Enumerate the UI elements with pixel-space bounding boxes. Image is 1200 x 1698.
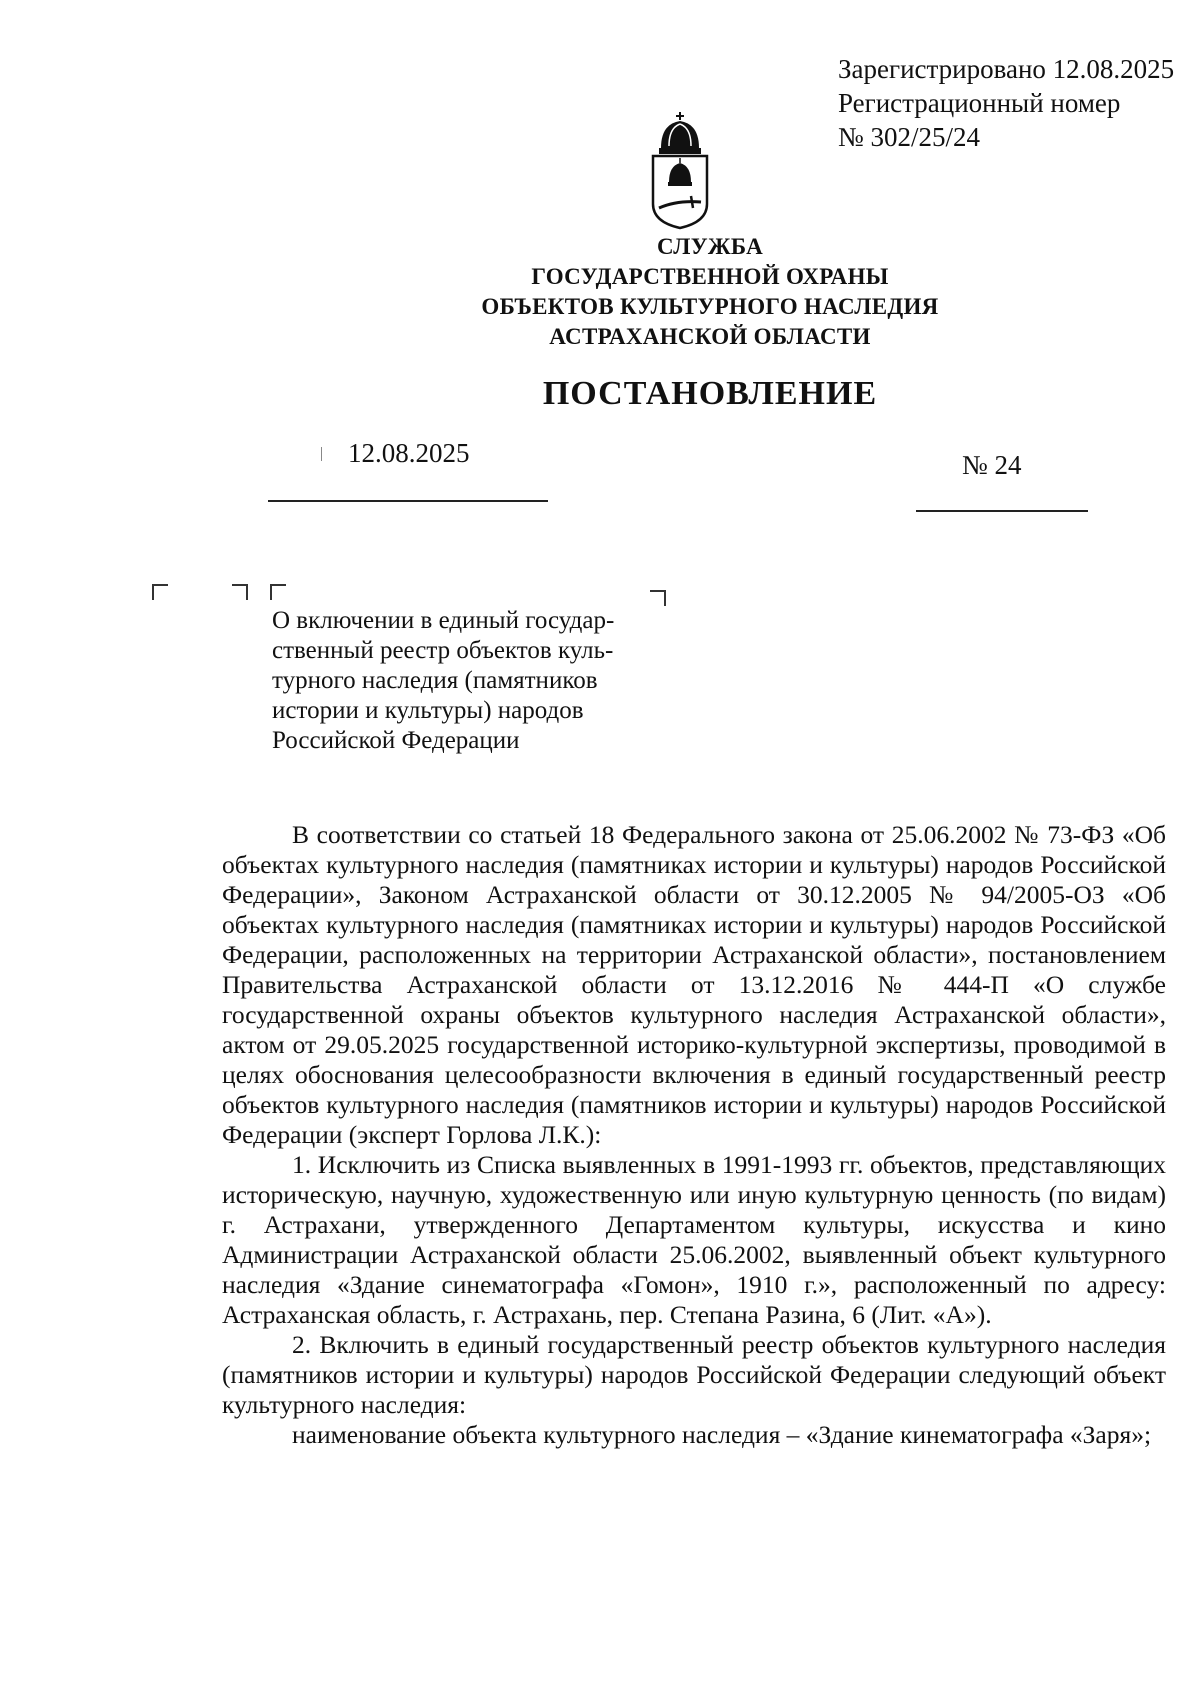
corner-mark <box>270 584 286 600</box>
document-number: № 24 <box>962 450 1022 480</box>
number-underline <box>916 510 1088 512</box>
registration-number: № 302/25/24 <box>838 122 981 152</box>
document-type: ПОСТАНОВЛЕНИЕ <box>542 375 878 412</box>
document-body <box>222 820 1166 1450</box>
document-subject <box>272 606 614 756</box>
organization-line: СЛУЖБА <box>656 234 764 259</box>
organization-line: ГОСУДАРСТВЕННОЙ ОХРАНЫ <box>531 264 889 289</box>
registration-stamp <box>838 52 1174 154</box>
subject-line: турного наследия (памятников <box>272 667 598 694</box>
scan-mark <box>321 447 322 461</box>
organization-line: ОБЪЕКТОВ КУЛЬТУРНОГО НАСЛЕДИЯ <box>481 294 939 319</box>
body-paragraph-item-2: 2. Включить в единый государственный реестр объектов культурного наследия (памятников истории и культуры) народов Российской Федерации следующий объект культурного наследия: <box>222 1330 1166 1419</box>
subject-line: Российской Федерации <box>272 727 520 754</box>
subject-line: ственный реестр объектов куль- <box>272 637 614 664</box>
date-underline <box>268 500 548 502</box>
registration-date: Зарегистрировано 12.08.2025 <box>838 54 1175 84</box>
corner-mark <box>650 590 666 606</box>
subject-line: О включении в единый государ- <box>272 607 615 634</box>
organization-line: АСТРАХАНСКОЙ ОБЛАСТИ <box>549 324 871 349</box>
corner-mark <box>232 584 248 600</box>
corner-mark <box>152 584 168 600</box>
astrakhan-coat-of-arms-icon <box>647 112 713 230</box>
body-paragraph-item-1: 1. Исключить из Списка выявленных в 1991-1993 гг. объектов, представляющих историческую, научную, художественную или иную культурную ценность (по видам) г. Астрахани, утвержденного Департаментом культуры, искусства и кино Администрации Астраханской области 25.06.2002, выявленный объект культурного наследия «Здание синематографа «Гомон», 1910 г.», расположенный по адресу: Астраханская область, г. Астрахань, пер. Степана Разина, 6 (Лит. «А»). <box>222 1150 1166 1329</box>
body-paragraph-object-name: наименование объекта культурного наследия – «Здание кинематографа «Заря»; <box>292 1420 1152 1449</box>
organization-name <box>0 232 1200 352</box>
registration-number-label: Регистрационный номер <box>838 88 1121 118</box>
body-paragraph-preamble: В соответствии со статьей 18 Федерального закона от 25.06.2002 № 73-ФЗ «Об объектах культурного наследия (памятниках истории и культуры) народов Российской Федерации», Законом Астраханской области от 30.12.2005 № 94/2005-ОЗ «Об объектах культурного наследия (памятниках истории и культуры) народов Российской Федерации, расположенных на территории Астраханской области», постановлением Правительства Астраханской области от 13.12.2016 № 444-П «О службе государственной охраны объектов культурного наследия Астраханской области», актом от 29.05.2025 государственной историко-культурной экспертизы, проводимой в целях обоснования целесообразности включения в единый государственный реестр объектов культурного наследия (памятников истории и культуры) народов Российской Федерации (эксперт Горлова Л.К.): <box>222 820 1166 1149</box>
subject-line: истории и культуры) народов <box>272 697 584 724</box>
document-date: 12.08.2025 <box>348 438 470 468</box>
